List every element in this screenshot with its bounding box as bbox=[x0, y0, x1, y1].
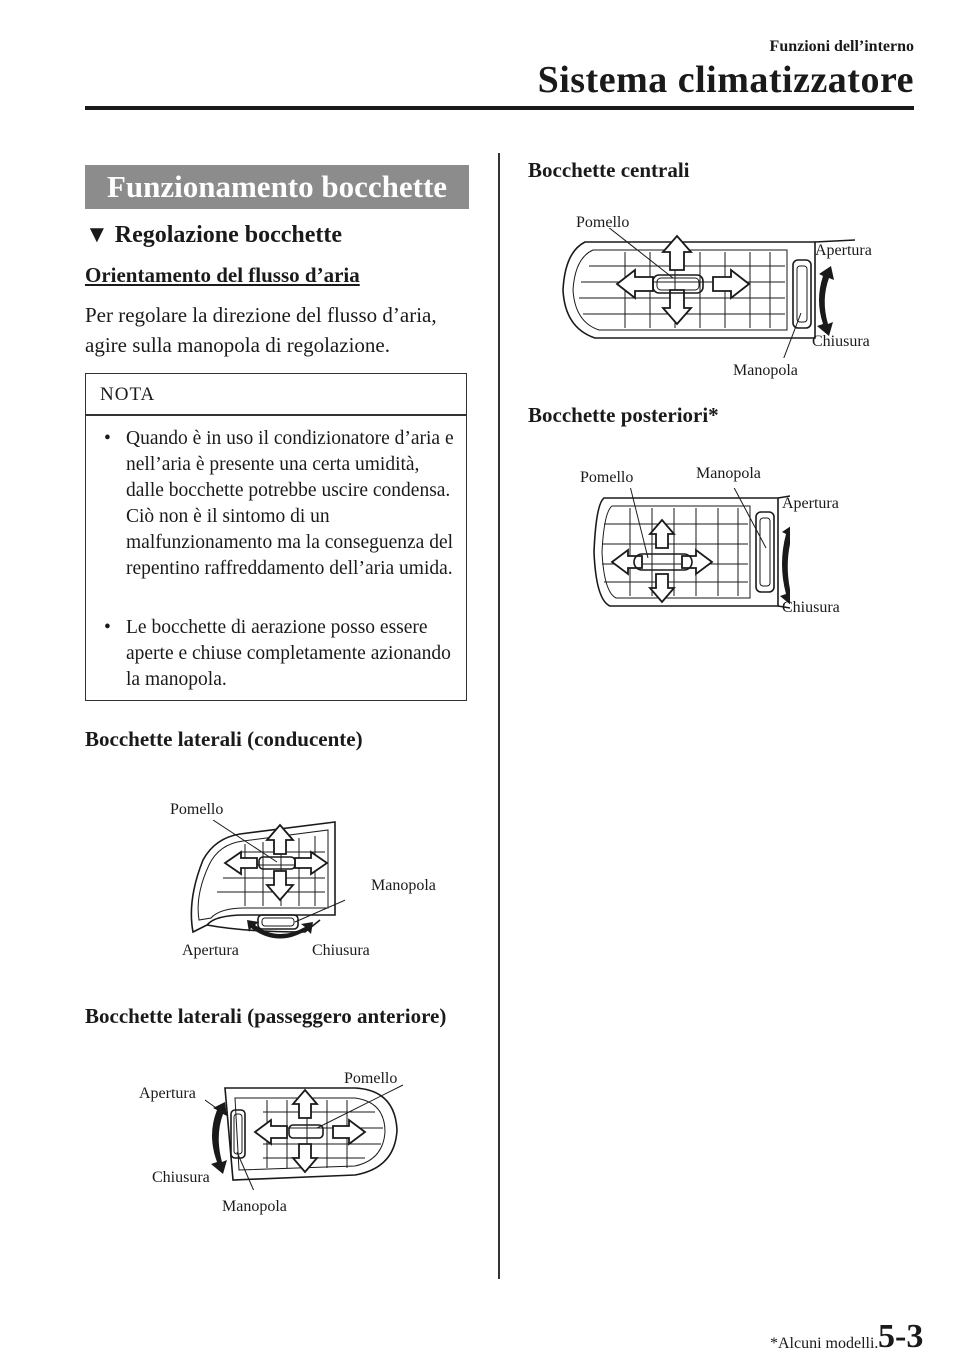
caption-side-passenger: Bocchette laterali (passeggero anteriore) bbox=[85, 1004, 447, 1028]
footnote: *Alcuni modelli. bbox=[770, 1335, 879, 1352]
label-passenger-close: Chiusura bbox=[152, 1169, 210, 1186]
subheading bbox=[85, 222, 342, 249]
header-section: Funzioni dell’interno bbox=[769, 38, 914, 55]
label-passenger-dial: Manopola bbox=[222, 1198, 287, 1215]
label-driver-knob: Pomello bbox=[170, 801, 224, 818]
label-driver-dial: Manopola bbox=[371, 877, 436, 894]
airflow-text: Per regolare la direzione del flusso d’aria, agire sulla manopola di regolazione. bbox=[85, 303, 437, 357]
section-banner: Funzionamento bocchette bbox=[85, 165, 469, 209]
rear-vent-illustration bbox=[590, 488, 790, 618]
driver-vent-illustration bbox=[185, 820, 345, 950]
page-title: Sistema climatizzatore bbox=[537, 59, 914, 101]
column-divider bbox=[498, 153, 500, 1279]
note-item: • Le bocchette di aerazione posso essere aperte e chiuse completamente azionando la manopola. bbox=[104, 617, 451, 690]
header-rule bbox=[85, 106, 914, 110]
caption-side-driver: Bocchette laterali (conducente) bbox=[85, 727, 363, 751]
label-rear-close: Chiusura bbox=[782, 599, 840, 616]
airflow-title: Orientamento del flusso d’aria bbox=[85, 263, 360, 287]
subheading-text: Regolazione bocchette bbox=[114, 222, 343, 248]
label-central-knob: Pomello bbox=[576, 214, 630, 231]
label-rear-knob: Pomello bbox=[580, 469, 634, 486]
label-rear-open: Apertura bbox=[782, 495, 839, 512]
note-title: NOTA bbox=[100, 384, 156, 405]
bullet-icon: • bbox=[104, 617, 111, 638]
label-passenger-open: Apertura bbox=[139, 1085, 196, 1102]
label-driver-close: Chiusura bbox=[312, 942, 370, 959]
caption-rear: Bocchette posteriori* bbox=[528, 403, 719, 427]
page-number: 5-3 bbox=[878, 1318, 924, 1355]
label-central-open: Apertura bbox=[815, 242, 872, 259]
central-vent-illustration bbox=[555, 228, 855, 358]
note-divider bbox=[86, 414, 466, 416]
label-passenger-knob: Pomello bbox=[344, 1070, 398, 1087]
note-item: • Quando è in uso il condizionatore d’aria e nell’aria è presente una certa umidità, dalle bocchette potrebbe uscire condensa. Ciò non è il sintomo di un malfunzionamento ma la conseguenza del repentino raffreddamento dell’aria umida. bbox=[104, 428, 454, 579]
label-driver-open: Apertura bbox=[182, 942, 239, 959]
triangle-marker-icon: ▼ bbox=[85, 222, 109, 248]
bullet-icon: • bbox=[104, 428, 111, 449]
label-rear-dial: Manopola bbox=[696, 465, 761, 482]
label-central-close: Chiusura bbox=[812, 333, 870, 350]
note-box bbox=[85, 373, 467, 701]
label-central-dial: Manopola bbox=[733, 362, 798, 379]
passenger-vent-illustration bbox=[205, 1080, 405, 1190]
caption-central: Bocchette centrali bbox=[528, 158, 690, 182]
